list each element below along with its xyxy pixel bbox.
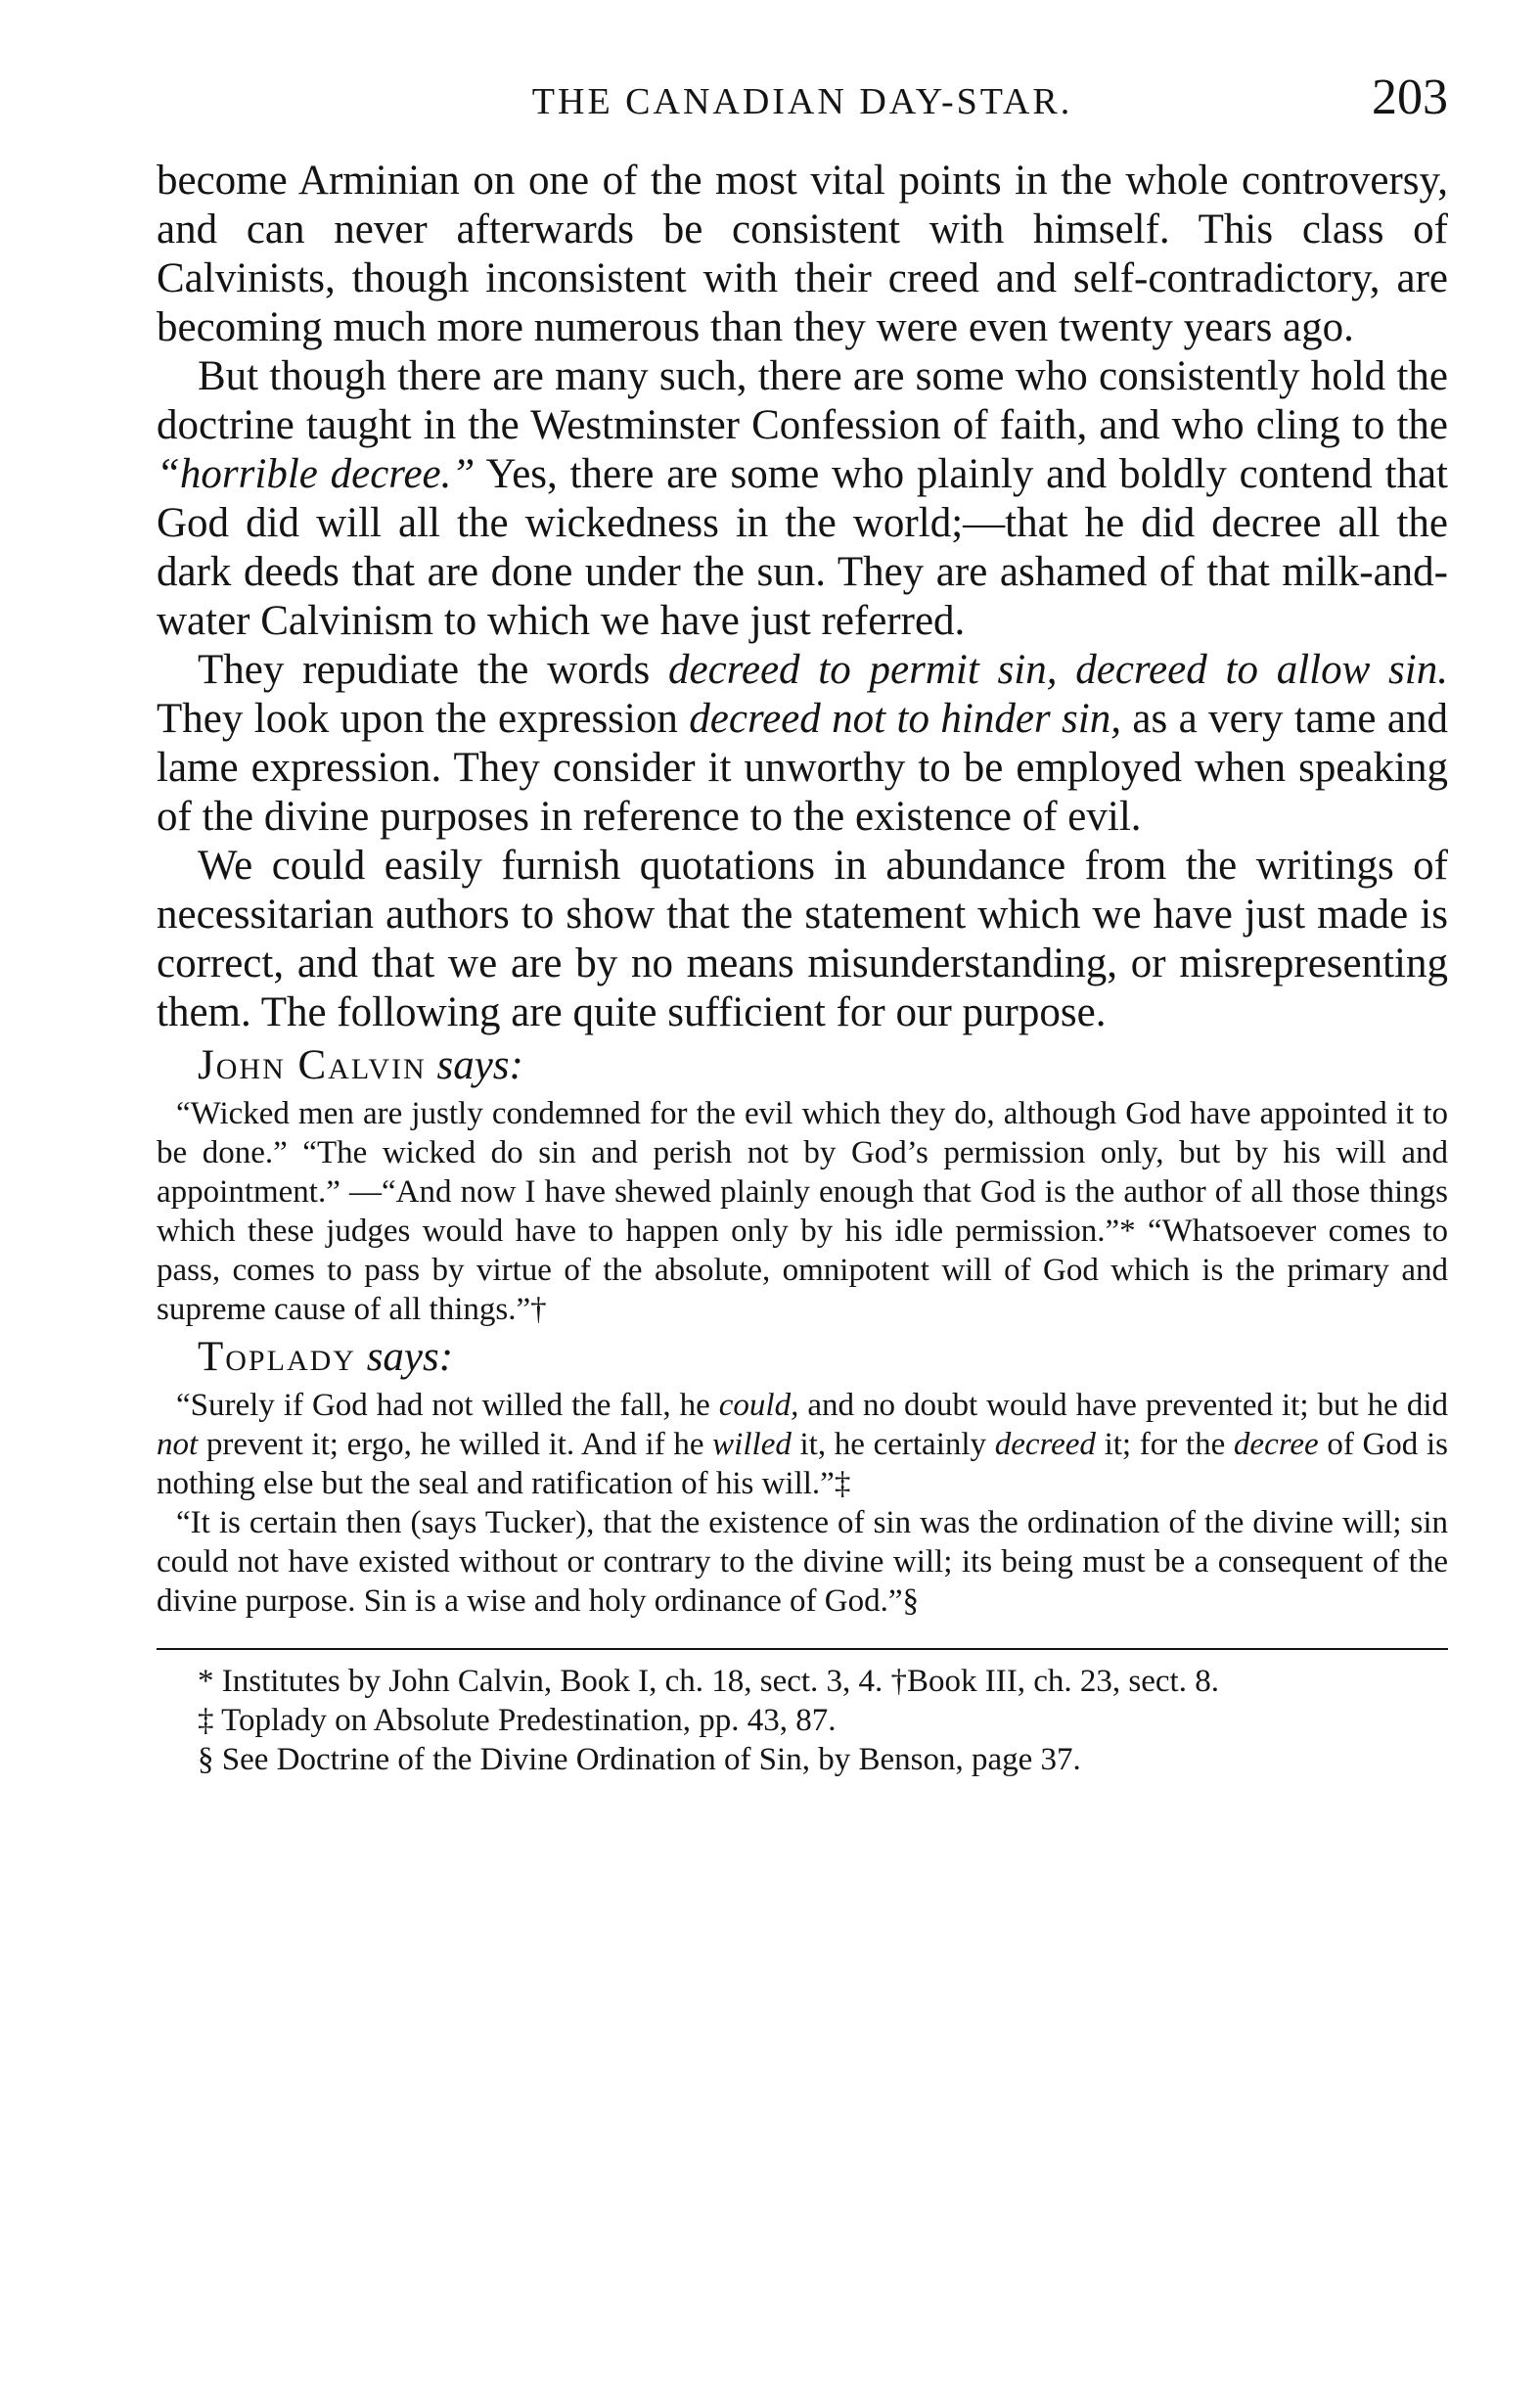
paragraph-3-text-a: They repudiate the words (198, 647, 669, 693)
paragraph-1: become Arminian on one of the most vital points in the whole controversy, and can never afterwards be consistent with himself. This class of Calvinists, though inconsistent with their creed and self-contradictory, are becoming much more numerous than they were even twenty years ago. (157, 158, 1448, 350)
toplady-q1-willed: willed (712, 1427, 792, 1462)
toplady-quote-2: “It is certain then (says Tucker), that the existence of sin was the ordination of the divine will; sin could not have existed without or contrary to the divine will; its being must be a consequent of the divine purpose. Sin is a wise and holy ordinance of God.”§ (157, 1505, 1448, 1619)
paragraph-4: We could easily furnish quotations in abundance from the writings of necessitarian authors to show that the statement which we have just made is correct, and that we are by no means misunderstanding, or misrepresenting them. The following are quite sufficient for our purpose. (157, 843, 1448, 1035)
toplady-name: Toplady (198, 1334, 356, 1380)
toplady-q1-c: and no doubt would have prevented it; but he did (798, 1388, 1448, 1423)
toplady-q1-g: it, he certainly (791, 1427, 995, 1462)
page-header (157, 59, 1448, 157)
toplady-q1-i: it; for the (1095, 1427, 1234, 1462)
paragraph-2 (157, 352, 1448, 646)
toplady-q1-decreed: decreed (994, 1427, 1096, 1462)
footnotes (157, 1662, 1448, 1779)
book-page (157, 59, 1448, 1779)
calvin-quote-block (157, 1094, 1448, 1329)
calvin-name: John Calvin (198, 1042, 427, 1088)
decreed-to-permit-italic: decreed to permit sin, decreed to allow sin. (668, 647, 1448, 693)
toplady-heading (157, 1333, 1448, 1382)
paragraph-3-text-e: as a very tame and lame expression. They consider it unworthy to be employed when speaking of the divine purposes in reference to the existence of evil. (157, 696, 1448, 840)
footnote-divider (157, 1648, 1448, 1650)
running-title: THE CANADIAN DAY-STAR. (531, 81, 1073, 122)
horrible-decree-italic: “horrible decree.” (157, 451, 476, 497)
footnote-1: * Institutes by John Calvin, Book I, ch. 18, sect. 3, 4. †Book III, ch. 23, sect. 8. (198, 1664, 1219, 1699)
calvin-says: says: (436, 1042, 523, 1088)
paragraph-2-text-c: Yes, there are some who plainly and boldly contend that God did will all the wickedness in the world;—that he did decree all the dark deeds that are done under the sun. They are ashamed of that milk-and-water Calvinism to which we have just referred. (157, 451, 1448, 644)
footnote-2: ‡ Toplady on Absolute Predestination, pp. 43, 87. (198, 1703, 837, 1738)
toplady-quote-1 (157, 1386, 1448, 1503)
calvin-heading (157, 1041, 1448, 1090)
toplady-q1-a: “Surely if God had not willed the fall, he (176, 1388, 719, 1423)
decreed-not-hinder-italic: decreed not to hinder sin, (689, 696, 1121, 742)
page-number: 203 (1372, 69, 1448, 125)
toplady-q1-k: of God is nothing else but the seal and ratification of his will.”‡ (157, 1427, 1448, 1501)
toplady-q1-could: could, (718, 1388, 799, 1423)
toplady-q1-decree: decree (1233, 1427, 1319, 1462)
footnote-3: § See Doctrine of the Divine Ordination of Sin, by Benson, page 37. (198, 1742, 1081, 1777)
main-text (157, 157, 1448, 1037)
paragraph-2-text-a: But though there are many such, there are some who consistently hold the doctrine taught in the Westminster Confession of faith, and who cling to the (157, 353, 1448, 448)
toplady-q1-e: prevent it; ergo, he willed it. And if he (198, 1427, 713, 1462)
calvin-quote: “Wicked men are justly condemned for the evil which they do, although God have appointed it to be done.” “The wicked do sin and perish not by God’s permission only, but by his will and appointment.” —“And now I have shewed plainly enough that God is the author of all those things which these judges would have to happen only by his idle permission.”* “Whatsoever comes to pass, comes to pass by virtue of the absolute, omnipotent will of God which is the primary and supreme cause of all things.”† (157, 1096, 1448, 1327)
toplady-says: says: (366, 1334, 454, 1380)
toplady-quote-block (157, 1386, 1448, 1621)
toplady-q1-not: not (157, 1427, 199, 1462)
paragraph-3 (157, 646, 1448, 842)
paragraph-3-text-c: They look upon the expression (157, 696, 690, 742)
